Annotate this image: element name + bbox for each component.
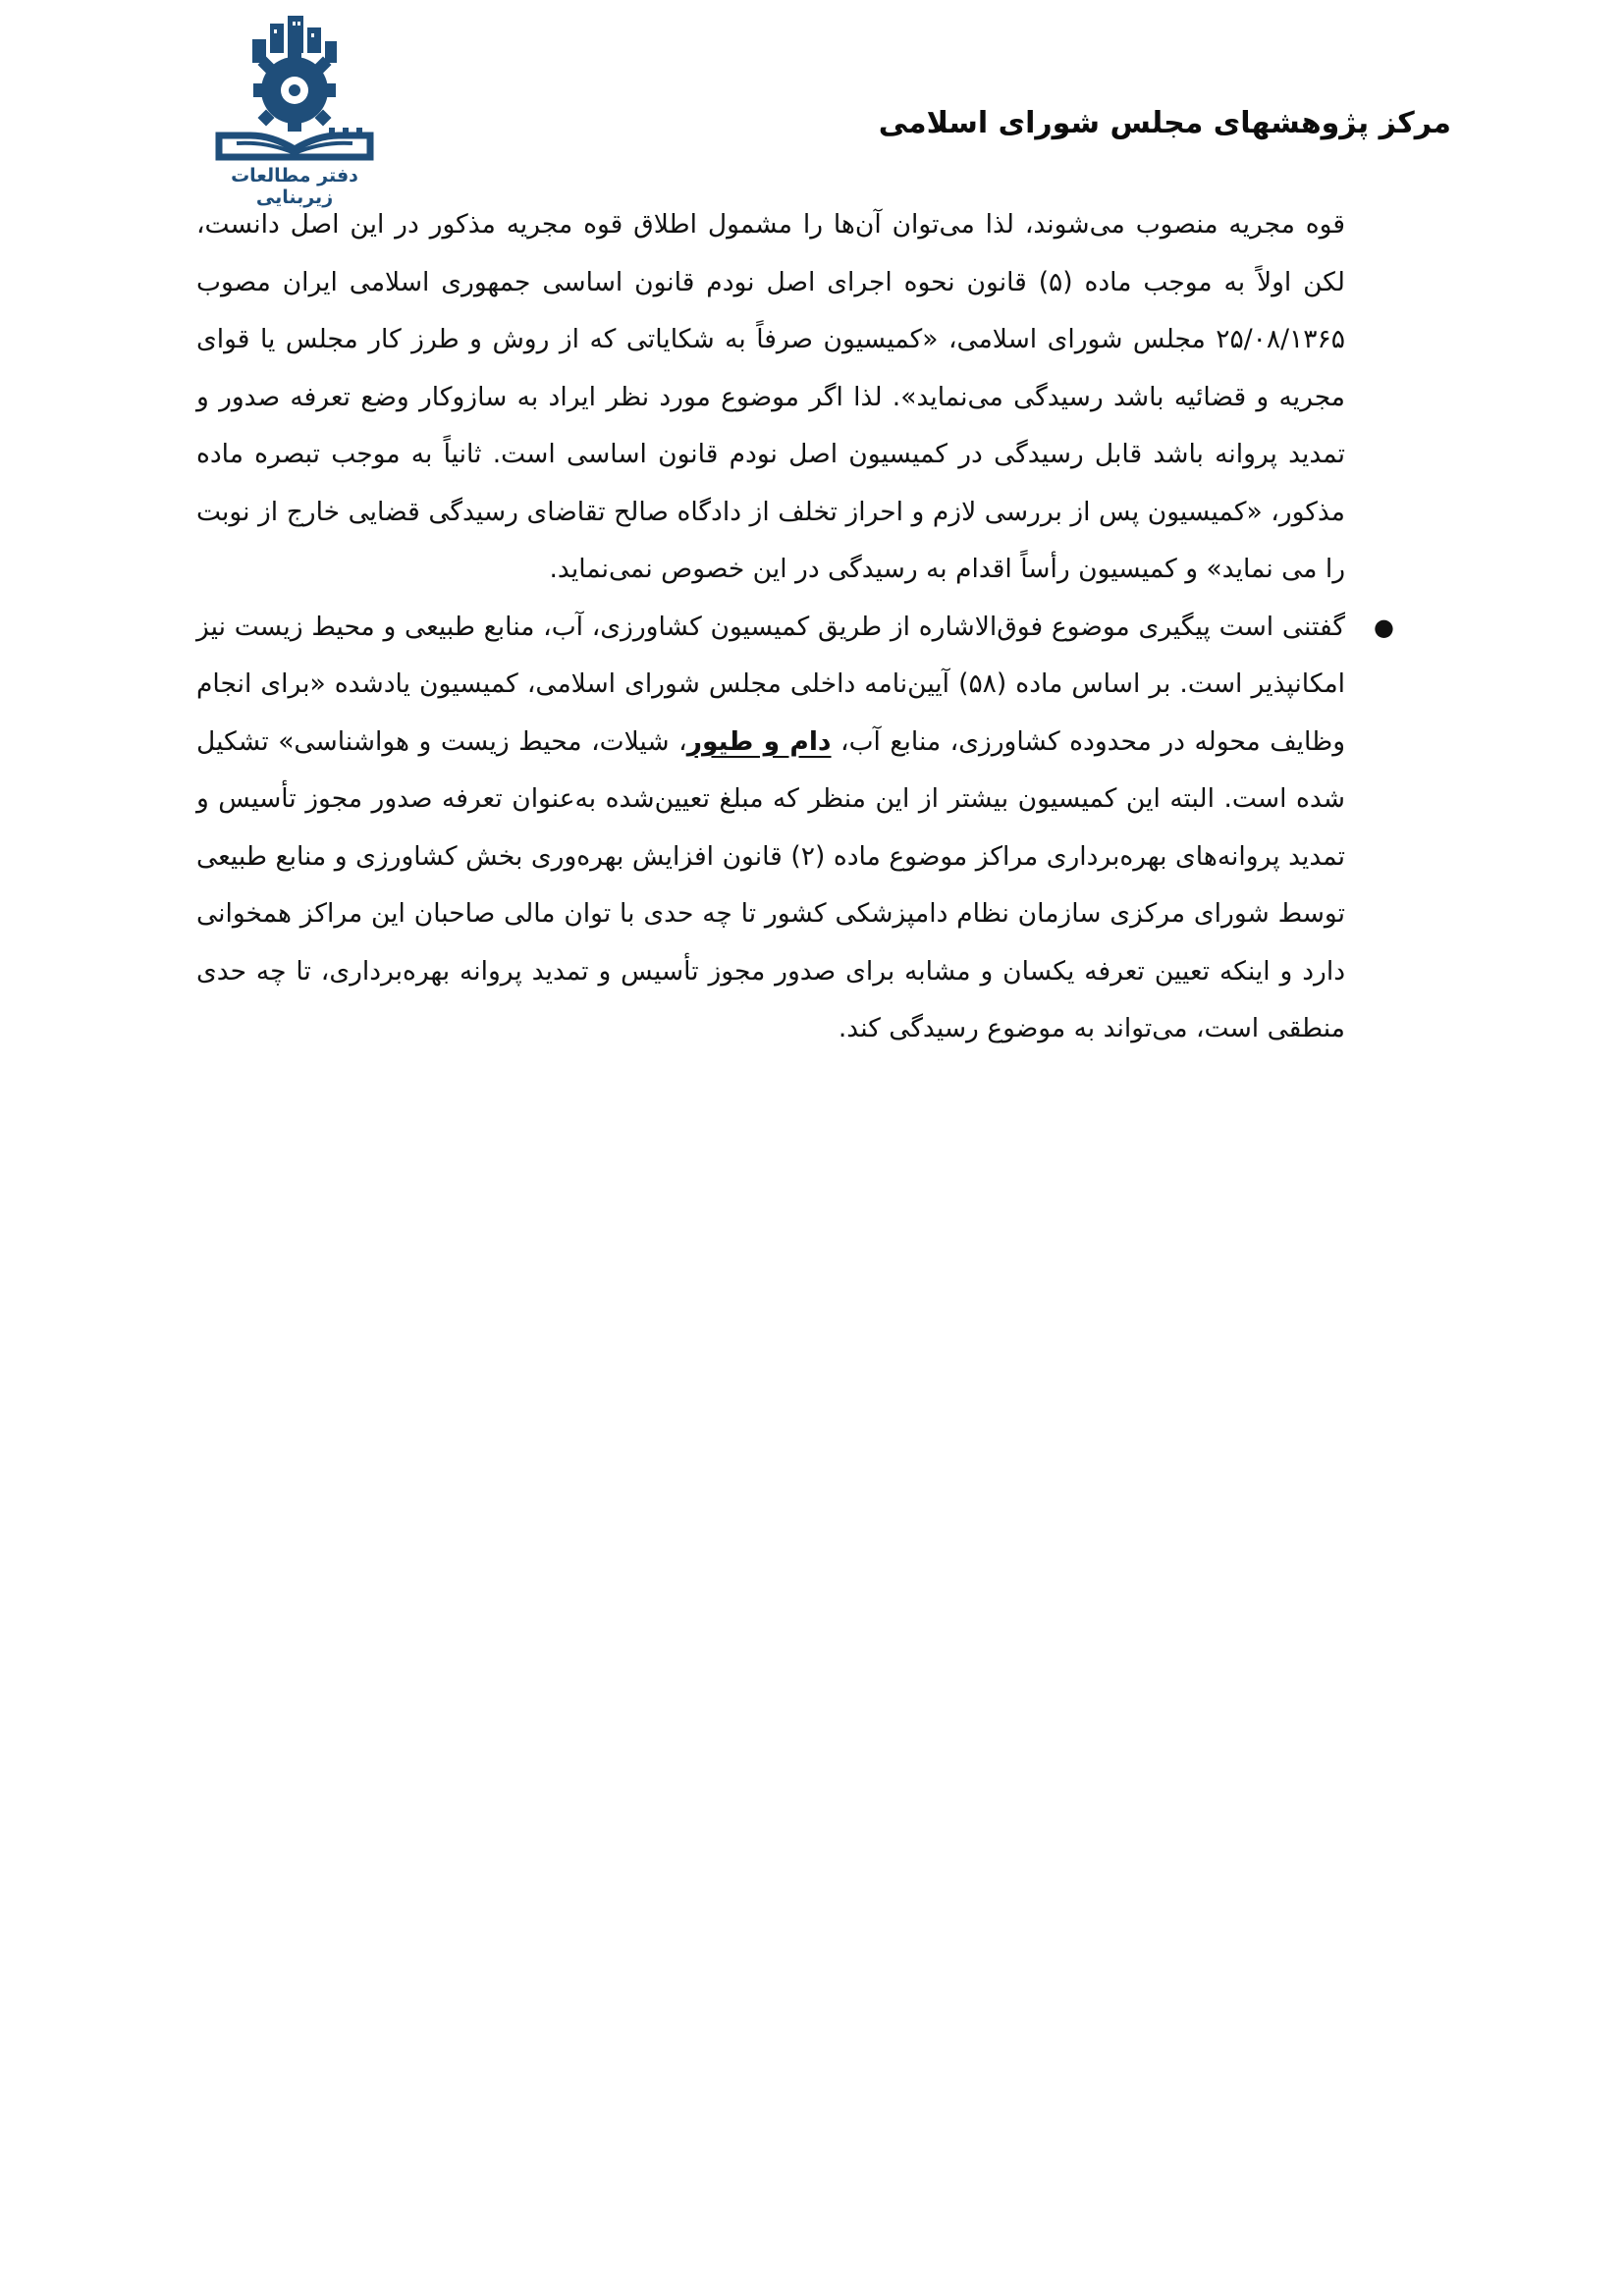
logo-caption: دفتر مطالعات زیربنایی <box>231 165 358 208</box>
bullet-text-part-1: گفتنی است پیگیری موضوع فوق‌الاشاره از طریق کمیسیون کشاورزی، آب، منابع طبیعی و محیط زیست نیز امکانپذیر است. بر اساس ماده (۵۸) آیین‌نامه داخلی مجلس شورای اسلامی، کمیسیون یادشده «برای انجام وظایف محوله در محدوده کشاورزی، منابع آب، <box>196 611 1346 757</box>
page-header-title: مرکز پژوهشهای مجلس شورای اسلامی <box>878 106 1451 140</box>
bullet-paragraph <box>196 599 1394 1058</box>
document-body <box>196 196 1394 1058</box>
building-gear-book-logo-icon <box>201 10 388 172</box>
bullet-text-part-2: ، شیلات، محیط زیست و هواشناسی» تشکیل شده است. البته این کمیسیون بیشتر از این منظر که مبلغ تعیین‌شده به‌عنوان تعرفه صدور مجوز تأسیس و تمدید پروانه‌های بهره‌برداری مراکز موضوع ماده (۲) قانون افزایش بهره‌وری بخش کشاورزی و منابع طبیعی توسط شورای مرکزی سازمان نظام دامپزشکی کشور تا چه حدی با توان مالی صاحبان این مراکز همخوانی دارد و اینکه تعیین تعرفه یکسان و مشابه برای صدور مجوز تأسیس و تمدید پروانه بهره‌برداری، تا چه حدی منطقی است، می‌تواند به موضوع رسیدگی کند. <box>196 725 1345 1043</box>
emphasized-text: دام و طیور <box>686 725 832 757</box>
bullet-dot-icon: ● <box>1374 613 1394 641</box>
paragraph: قوه مجریه منصوب می‌شوند، لذا می‌توان آن‌ها را مشمول اطلاق قوه مجریه مذکور در این اصل دانست، لکن اولاً به موجب ماده (۵) قانون نحوه اجرای اصل نودم قانون اساسی جمهوری اسلامی ایران مصوب ۲۵/۰۸/۱۳۶۵ مجلس شورای اسلامی، «کمیسیون صرفاً به شکایاتی که از روش و طرز کار مجلس یا قوای مجریه و قضائیه باشد رسیدگی می‌نماید». لذا اگر موضوع مورد نظر ایراد به سازوکار وضع تعرفه صدور و تمدید پروانه باشد قابل رسیدگی در کمیسیون اصل نودم قانون اساسی است. ثانیاً به موجب تبصره ماده مذکور، «کمیسیون پس از بررسی لازم و احراز تخلف از دادگاه صالح تقاضای رسیدگی قضایی خارج از نوبت را می نماید» و کمیسیون رأساً اقدام به رسیدگی در این خصوص نمی‌نماید. <box>196 209 1345 584</box>
